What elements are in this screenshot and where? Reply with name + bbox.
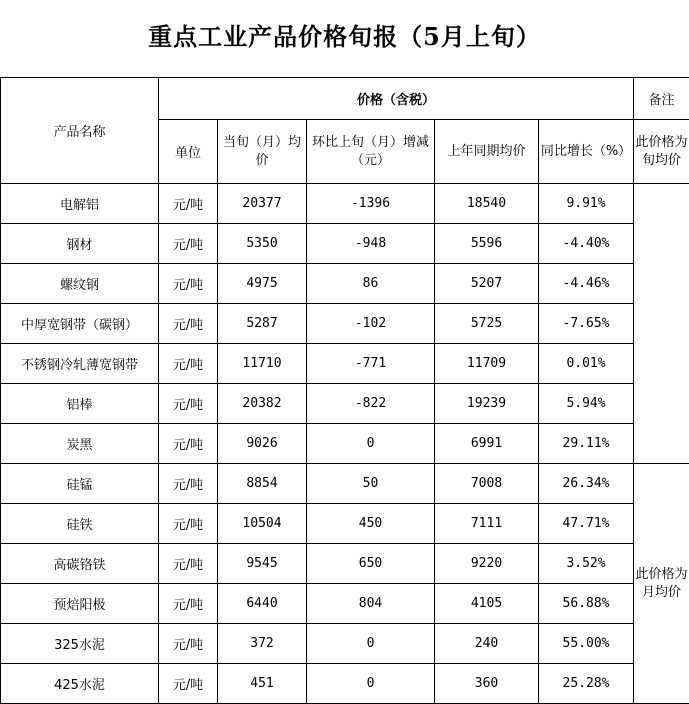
current-price-cell: 8854 (218, 464, 307, 504)
table-row (1, 504, 689, 544)
mom-change-cell: -1396 (307, 184, 435, 224)
current-price-cell: 4975 (218, 264, 307, 304)
mom-change-cell: 804 (307, 584, 435, 624)
unit-cell: 元/吨 (159, 624, 218, 664)
remark-monthly-avg: 此价格为月均价 (634, 464, 689, 704)
yoy-growth-cell: -7.65% (539, 304, 634, 344)
unit-cell: 元/吨 (159, 664, 218, 704)
current-price-cell: 372 (218, 624, 307, 664)
product-name: 铝棒 (1, 384, 159, 424)
unit-cell: 元/吨 (159, 544, 218, 584)
mom-change-cell: 50 (307, 464, 435, 504)
last-year-avg-cell: 7111 (435, 504, 539, 544)
table-row (1, 544, 689, 584)
remark-ten-day-avg: 此价格为旬均价 (634, 120, 689, 184)
yoy-growth-cell: 5.94% (539, 384, 634, 424)
product-name: 螺纹钢 (1, 264, 159, 304)
product-name: 高碳铬铁 (1, 544, 159, 584)
product-name: 硅锰 (1, 464, 159, 504)
current-price-cell: 5350 (218, 224, 307, 264)
header-yoy-growth: 同比增长（%） (539, 120, 634, 184)
product-name: 预焙阳极 (1, 584, 159, 624)
current-price-cell: 9026 (218, 424, 307, 464)
product-name: 电解铝 (1, 184, 159, 224)
yoy-growth-cell: 55.00% (539, 624, 634, 664)
product-name: 425水泥 (1, 664, 159, 704)
current-price-cell: 20377 (218, 184, 307, 224)
table-row (1, 624, 689, 664)
unit-cell: 元/吨 (159, 224, 218, 264)
yoy-growth-cell: -4.40% (539, 224, 634, 264)
product-name: 325水泥 (1, 624, 159, 664)
mom-change-cell: 450 (307, 504, 435, 544)
unit-cell: 元/吨 (159, 584, 218, 624)
table-row (1, 344, 689, 384)
current-price-cell: 11710 (218, 344, 307, 384)
mom-change-cell: 86 (307, 264, 435, 304)
product-name: 钢材 (1, 224, 159, 264)
yoy-growth-cell: 0.01% (539, 344, 634, 384)
last-year-avg-cell: 5596 (435, 224, 539, 264)
table-row (1, 384, 689, 424)
last-year-avg-cell: 5725 (435, 304, 539, 344)
unit-cell: 元/吨 (159, 464, 218, 504)
product-name: 中厚宽钢带（碳钢） (1, 304, 159, 344)
mom-change-cell: 0 (307, 624, 435, 664)
header-remark: 备注 (634, 78, 689, 120)
table-row (1, 184, 689, 224)
mom-change-cell: -948 (307, 224, 435, 264)
yoy-growth-cell: -4.46% (539, 264, 634, 304)
header-unit: 单位 (159, 120, 218, 184)
mom-change-cell: 0 (307, 664, 435, 704)
last-year-avg-cell: 18540 (435, 184, 539, 224)
unit-cell: 元/吨 (159, 344, 218, 384)
mom-change-cell: 0 (307, 424, 435, 464)
yoy-growth-cell: 25.28% (539, 664, 634, 704)
current-price-cell: 20382 (218, 384, 307, 424)
yoy-growth-cell: 9.91% (539, 184, 634, 224)
product-name: 硅铁 (1, 504, 159, 544)
yoy-growth-cell: 56.88% (539, 584, 634, 624)
table-row (1, 264, 689, 304)
last-year-avg-cell: 240 (435, 624, 539, 664)
header-row-1 (1, 78, 689, 120)
header-current-price: 当旬（月）均价 (218, 120, 307, 184)
unit-cell: 元/吨 (159, 184, 218, 224)
table-row (1, 424, 689, 464)
last-year-avg-cell: 5207 (435, 264, 539, 304)
table-row (1, 664, 689, 704)
mom-change-cell: -102 (307, 304, 435, 344)
yoy-growth-cell: 3.52% (539, 544, 634, 584)
mom-change-cell: -822 (307, 384, 435, 424)
last-year-avg-cell: 7008 (435, 464, 539, 504)
unit-cell: 元/吨 (159, 504, 218, 544)
unit-cell: 元/吨 (159, 384, 218, 424)
current-price-cell: 451 (218, 664, 307, 704)
header-product-name: 产品名称 (1, 78, 159, 184)
unit-cell: 元/吨 (159, 264, 218, 304)
table-row (1, 224, 689, 264)
header-last-year-avg: 上年同期均价 (435, 120, 539, 184)
unit-cell: 元/吨 (159, 424, 218, 464)
table-row (1, 464, 689, 504)
last-year-avg-cell: 9220 (435, 544, 539, 584)
current-price-cell: 10504 (218, 504, 307, 544)
product-name: 不锈钢冷轧薄宽钢带 (1, 344, 159, 384)
current-price-cell: 6440 (218, 584, 307, 624)
product-name: 炭黑 (1, 424, 159, 464)
yoy-growth-cell: 26.34% (539, 464, 634, 504)
last-year-avg-cell: 6991 (435, 424, 539, 464)
last-year-avg-cell: 360 (435, 664, 539, 704)
header-price-group: 价格（含税） (159, 78, 634, 120)
current-price-cell: 5287 (218, 304, 307, 344)
current-price-cell: 9545 (218, 544, 307, 584)
title-bar (0, 0, 689, 77)
table-row (1, 304, 689, 344)
header-mom-change: 环比上旬（月）增减（元） (307, 120, 435, 184)
yoy-growth-cell: 29.11% (539, 424, 634, 464)
mom-change-cell: -771 (307, 344, 435, 384)
yoy-growth-cell: 47.71% (539, 504, 634, 544)
last-year-avg-cell: 19239 (435, 384, 539, 424)
table-row (1, 584, 689, 624)
mom-change-cell: 650 (307, 544, 435, 584)
unit-cell: 元/吨 (159, 304, 218, 344)
page-title: 重点工业产品价格旬报（5月上旬） (148, 22, 541, 51)
last-year-avg-cell: 4105 (435, 584, 539, 624)
price-table (0, 77, 689, 704)
last-year-avg-cell: 11709 (435, 344, 539, 384)
